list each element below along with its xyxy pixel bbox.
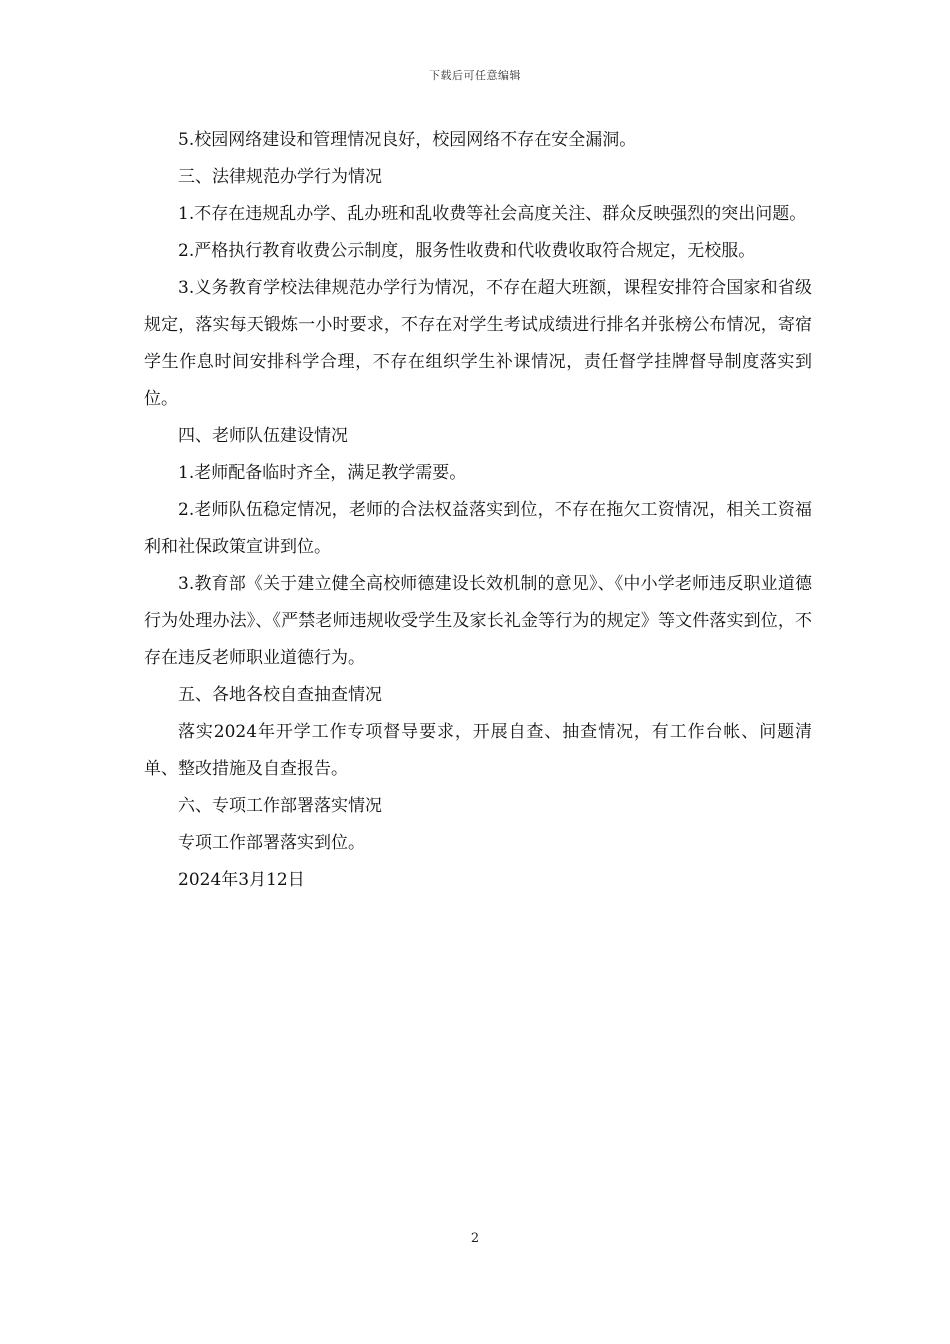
section-heading-6: 六、专项工作部署落实情况 (178, 796, 382, 816)
document-date: 2024年3月12日 (178, 870, 305, 890)
paragraph-3-2: 2.严格执行教育收费公示制度，服务性收费和代收费收取符合规定，无校服。 (178, 241, 756, 261)
paragraph-network: 5.校园网络建设和管理情况良好，校园网络不存在安全漏洞。 (178, 130, 637, 150)
paragraph-6: 专项工作部署落实到位。 (178, 833, 365, 853)
paragraph-4-2: 2.老师队伍稳定情况，老师的合法权益落实到位，不存在拖欠工资情况，相关工资福利和社保政策宣讲到位。 (144, 500, 812, 557)
paragraph-5: 落实2024年开学工作专项督导要求，开展自查、抽查情况，有工作台帐、问题清单、整改措施及自查报告。 (144, 722, 812, 779)
page-header: 下载后可任意编辑 (429, 69, 521, 82)
paragraph-3-1: 1.不存在违规乱办学、乱办班和乱收费等社会高度关注、群众反映强烈的突出问题。 (178, 204, 807, 224)
paragraph-4-3: 3.教育部《关于建立健全高校师德建设长效机制的意见》、《中小学老师违反职业道德行为处理办法》、《严禁老师违规收受学生及家长礼金等行为的规定》等文件落实到位，不存在违反老师职业道德行为。 (144, 574, 812, 668)
section-heading-4: 四、老师队伍建设情况 (178, 426, 348, 446)
section-heading-3: 三、法律规范办学行为情况 (178, 167, 382, 187)
paragraph-4-1: 1.老师配备临时齐全，满足教学需要。 (178, 463, 467, 483)
document-body (144, 122, 812, 899)
paragraph-3-3: 3.义务教育学校法律规范办学行为情况，不存在超大班额，课程安排符合国家和省级规定，落实每天锻炼一小时要求，不存在对学生考试成绩进行排名并张榜公布情况，寄宿学生作息时间安排科学合理，不存在组织学生补课情况，责任督学挂牌督导制度落实到位。 (144, 278, 812, 409)
section-heading-5: 五、各地各校自查抽查情况 (178, 685, 382, 705)
page-number: 2 (470, 1231, 480, 1246)
